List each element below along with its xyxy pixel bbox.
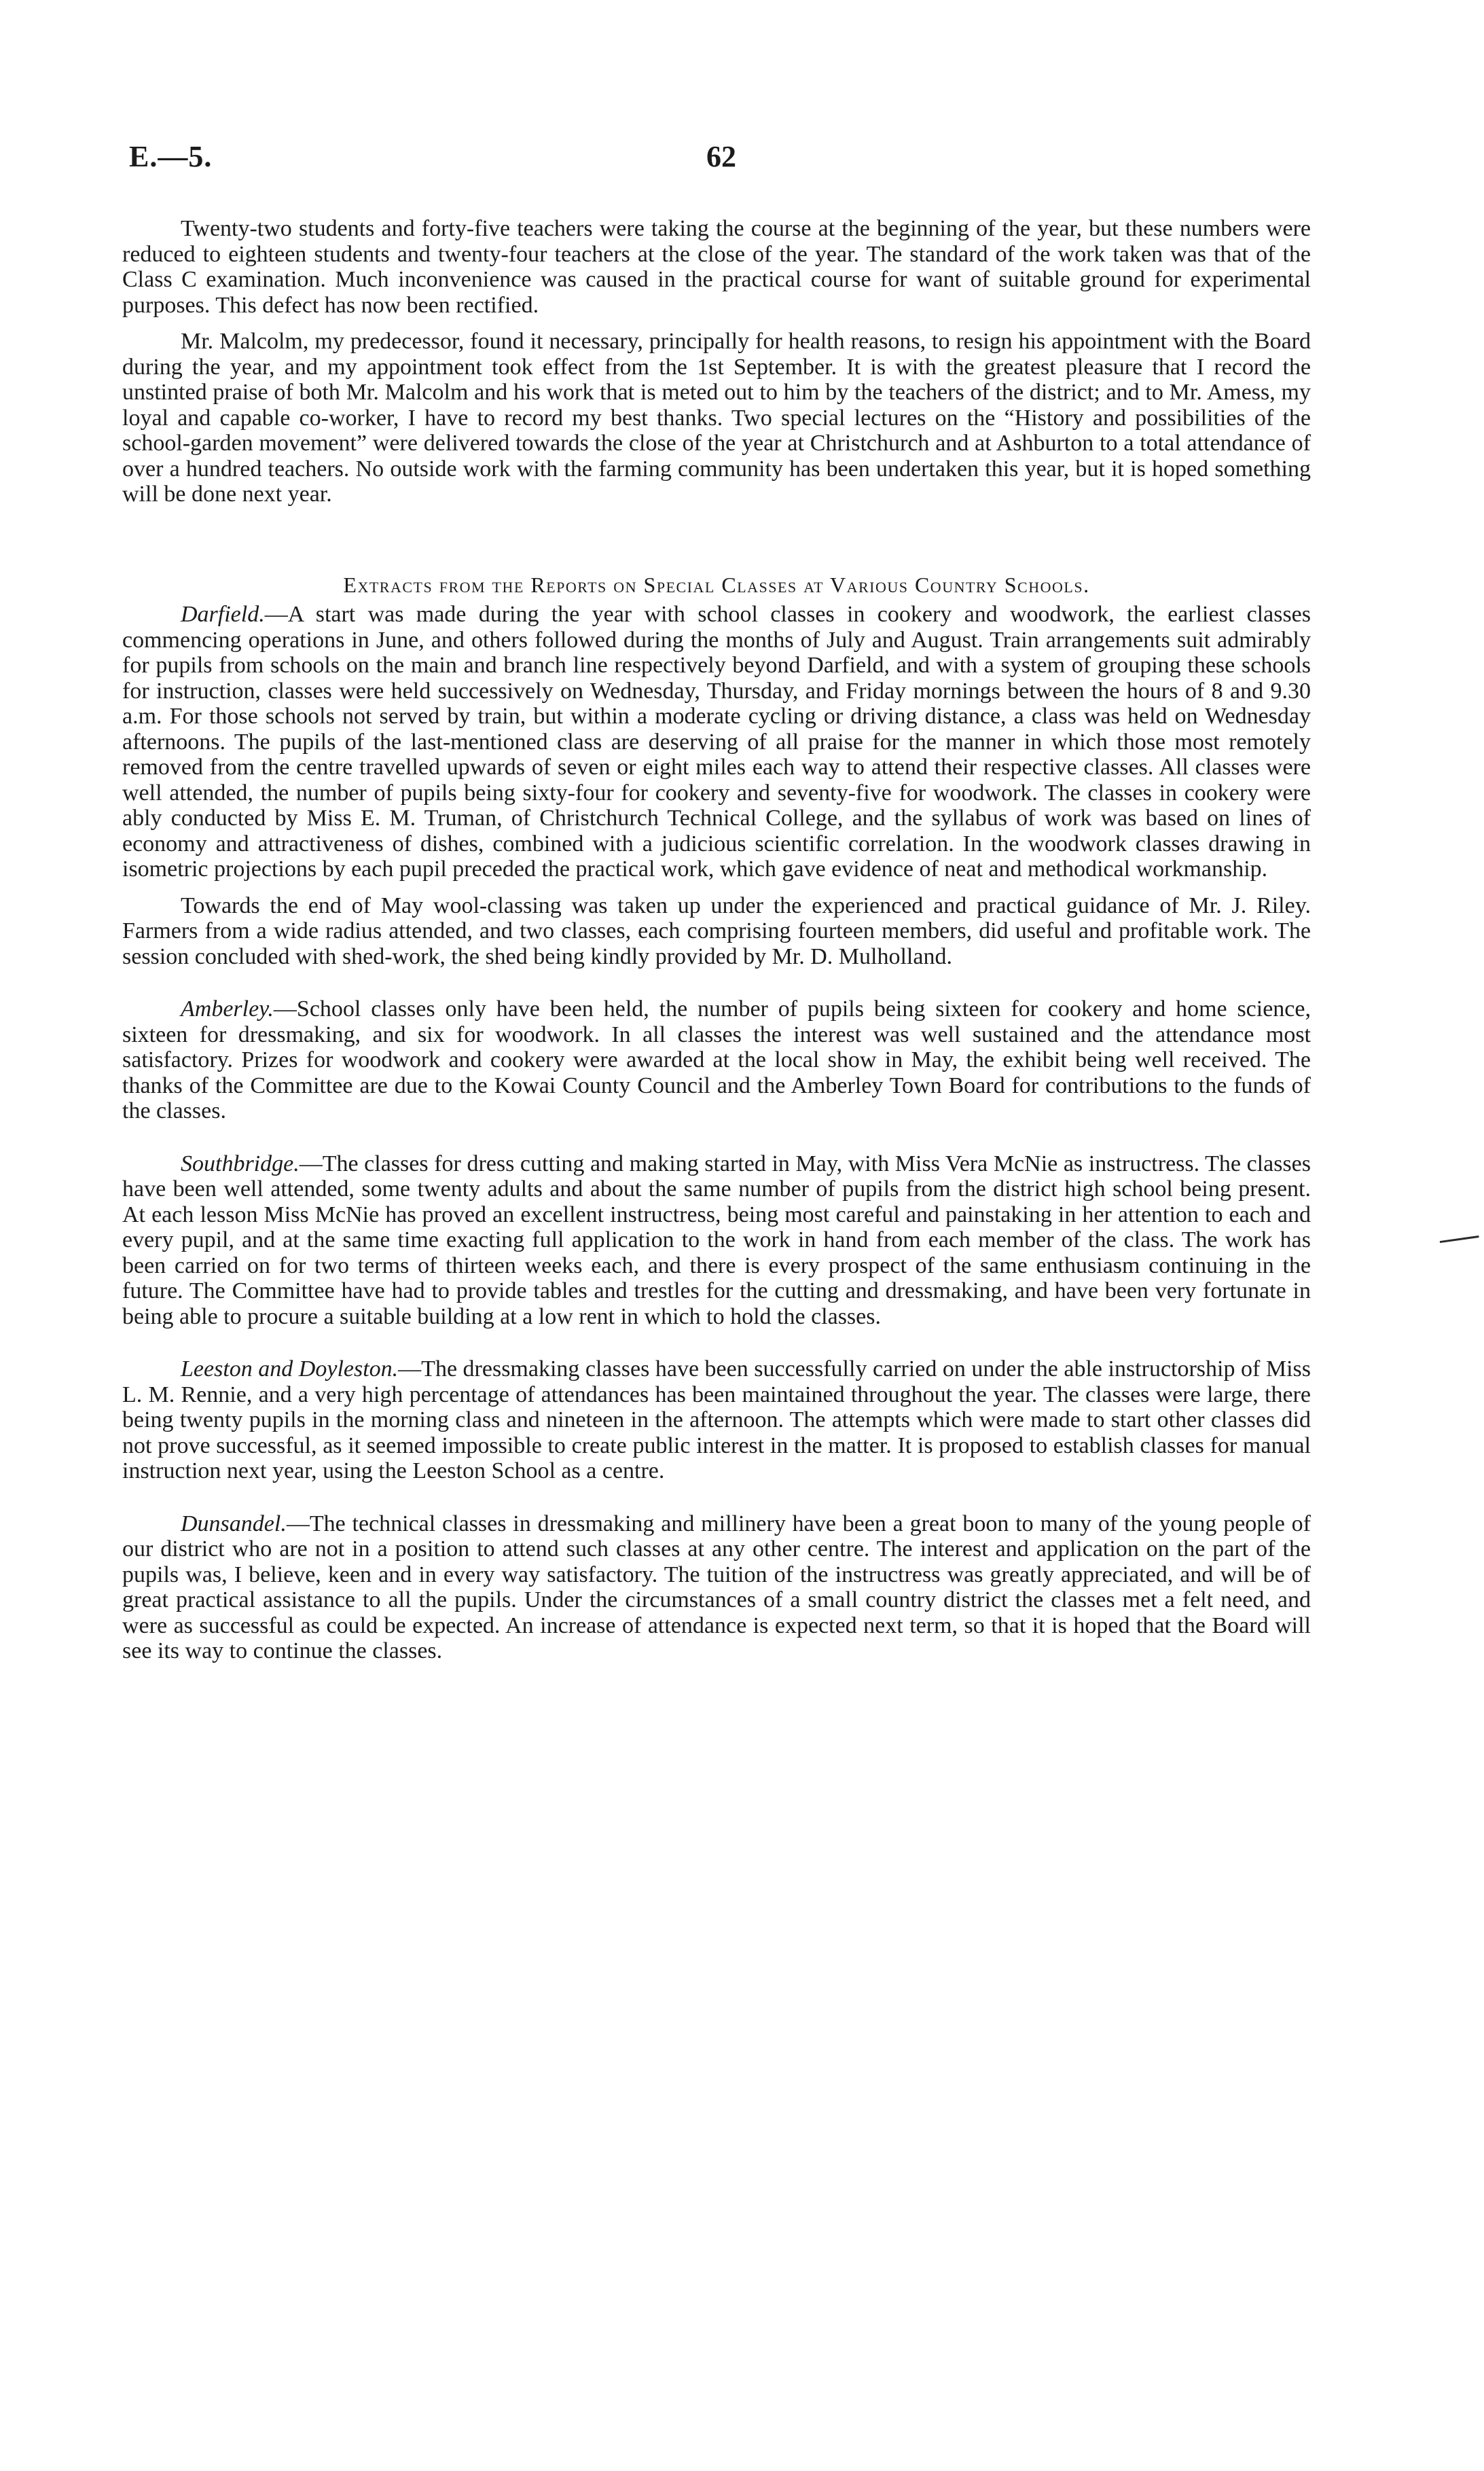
report-text-amberley: —School classes only have been held, the number of pupils being sixteen for cookery and home science, sixteen for dressmaking, and six for woodwork. In all classes the interest was well sustained and the attendance most satisfactory. Prizes for woodwork and cookery were awarded at the local show in May, the exhibit being well received. The thanks of the Committee are due to the Kowai County Council and the Amberley Town Board for contributions to the funds of the classes. bbox=[122, 996, 1311, 1123]
report-place-dunsandel: Dunsandel. bbox=[181, 1511, 287, 1536]
report-place-southbridge: Southbridge. bbox=[181, 1151, 300, 1176]
margin-pen-mark bbox=[1440, 1236, 1479, 1246]
report-text-leeston-doyleston: —The dressmaking classes have been successfully carried on under the able instructorship of Miss L. M. Rennie, and a very high percentage of attendances has been maintained throughout the year. The classes were large, there being twenty pupils in the morning class and nineteen in the afternoon. The attempts which were made to start other classes did not prove successful, as it seemed impossible to create public interest in the matter. It is proposed to establish classes for manual instruction next year, using the Leeston School as a centre. bbox=[122, 1356, 1311, 1483]
page-header bbox=[129, 139, 1311, 180]
report-text-southbridge: —The classes for dress cutting and making started in May, with Miss Vera McNie as instructress. The classes have been well attended, some twenty adults and about the same number of pupils from the district high school being present. At each lesson Miss McNie has proved an excellent instructress, being most careful and painstaking in her attention to each and every pupil, and at the same time exacting full application to the work in hand from each member of the class. The work has been carried on for two terms of thirteen weeks each, and there is every prospect of the same enthusiasm continuing in the future. The Committee have had to provide tables and trestles for the cutting and dressmaking, and have been very fortunate in being able to procure a suitable building at a low rent in which to hold the classes. bbox=[122, 1151, 1311, 1329]
report-southbridge bbox=[122, 1151, 1311, 1330]
report-place-leeston-doyleston: Leeston and Doyleston. bbox=[181, 1356, 399, 1382]
page-number: 62 bbox=[706, 140, 736, 173]
report-text-darfield: —A start was made during the year with school classes in cookery and woodwork, the earliest classes commencing operations in June, and others followed during the months of July and August. Train arrangements suit admirably for pupils from schools on the main and branch line respectively beyond Darfield, and with a system of grouping these schools for instruction, classes were held successively on Wednesday, Thursday, and Friday mornings between the hours of 8 and 9.30 a.m. For those schools not served by train, but within a moderate cycling or driving distance, a class was held on Wednesday afternoons. The pupils of the last-mentioned class are deserving of all praise for the manner in which those most remotely removed from the centre travelled upwards of seven or eight miles each way to attend their respective classes. All classes were well attended, the number of pupils being sixty-four for cookery and seventy-five for woodwork. The classes in cookery were ably conducted by Miss E. M. Truman, of Christchurch Technical College, and the syllabus of work was based on lines of economy and attractiveness of dishes, combined with a judicious scientific correlation. In the woodwork classes drawing in isometric projections by each pupil preceded the practical work, which gave evidence of neat and methodical workmanship. bbox=[122, 602, 1311, 882]
report-place-darfield: Darfield. bbox=[181, 602, 265, 627]
report-amberley bbox=[122, 996, 1311, 1124]
report-wool-classing bbox=[122, 893, 1311, 970]
report-dunsandel bbox=[122, 1511, 1311, 1664]
report-darfield bbox=[122, 602, 1311, 882]
report-leeston-doyleston bbox=[122, 1356, 1311, 1484]
report-place-amberley: Amberley. bbox=[181, 996, 274, 1022]
section-heading: Extracts from the Reports on Special Classes at Various Country Schools. bbox=[343, 572, 1090, 597]
document-reference: E.—5. bbox=[129, 140, 213, 173]
page-body bbox=[122, 216, 1311, 1675]
report-text-wool-classing: Towards the end of May wool-classing was taken up under the experienced and practical guidance of Mr. J. Riley. Farmers from a wide radius attended, and two classes, each comprising fourteen members, did useful and profitable work. The session concluded with shed-work, the shed being kindly provided by Mr. D. Mulholland. bbox=[122, 892, 1311, 969]
paragraph-students-teachers: Twenty-two students and forty-five teachers were taking the course at the beginning of the year, but these numbers were reduced to eighteen students and twenty-four teachers at the close of the year. The standard of the work taken was that of the Class C examination. Much inconvenience was caused in the practical course for want of suitable ground for experimental purposes. This defect has now been rectified. bbox=[122, 216, 1311, 318]
report-text-dunsandel: —The technical classes in dressmaking and millinery have been a great boon to many of the young people of our district who are not in a position to attend such classes at any other centre. The interest and application on the part of the pupils was, I believe, keen and in every way satisfactory. The tuition of the instructress was greatly appreciated, and will be of great practical assistance to all the pupils. Under the circumstances of a small country district the classes met a felt need, and were as successful as could be expected. An increase of attendance is expected next term, so that it is hoped that the Board will see its way to continue the classes. bbox=[122, 1511, 1311, 1663]
paragraph-malcolm: Mr. Malcolm, my predecessor, found it necessary, principally for health reasons, to resign his appointment with the Board during the year, and my appointment took effect from the 1st September. It is with the greatest pleasure that I record the unstinted praise of both Mr. Malcolm and his work that is meted out to him by the teachers of the district; and to Mr. Amess, my loyal and capable co-worker, I have to record my best thanks. Two special lectures on the “History and possibilities of the school-garden movement” were delivered towards the close of the year at Christchurch and at Ashburton to a total attendance of over a hundred teachers. No outside work with the farming community has been undertaken this year, but it is hoped something will be done next year. bbox=[122, 329, 1311, 507]
